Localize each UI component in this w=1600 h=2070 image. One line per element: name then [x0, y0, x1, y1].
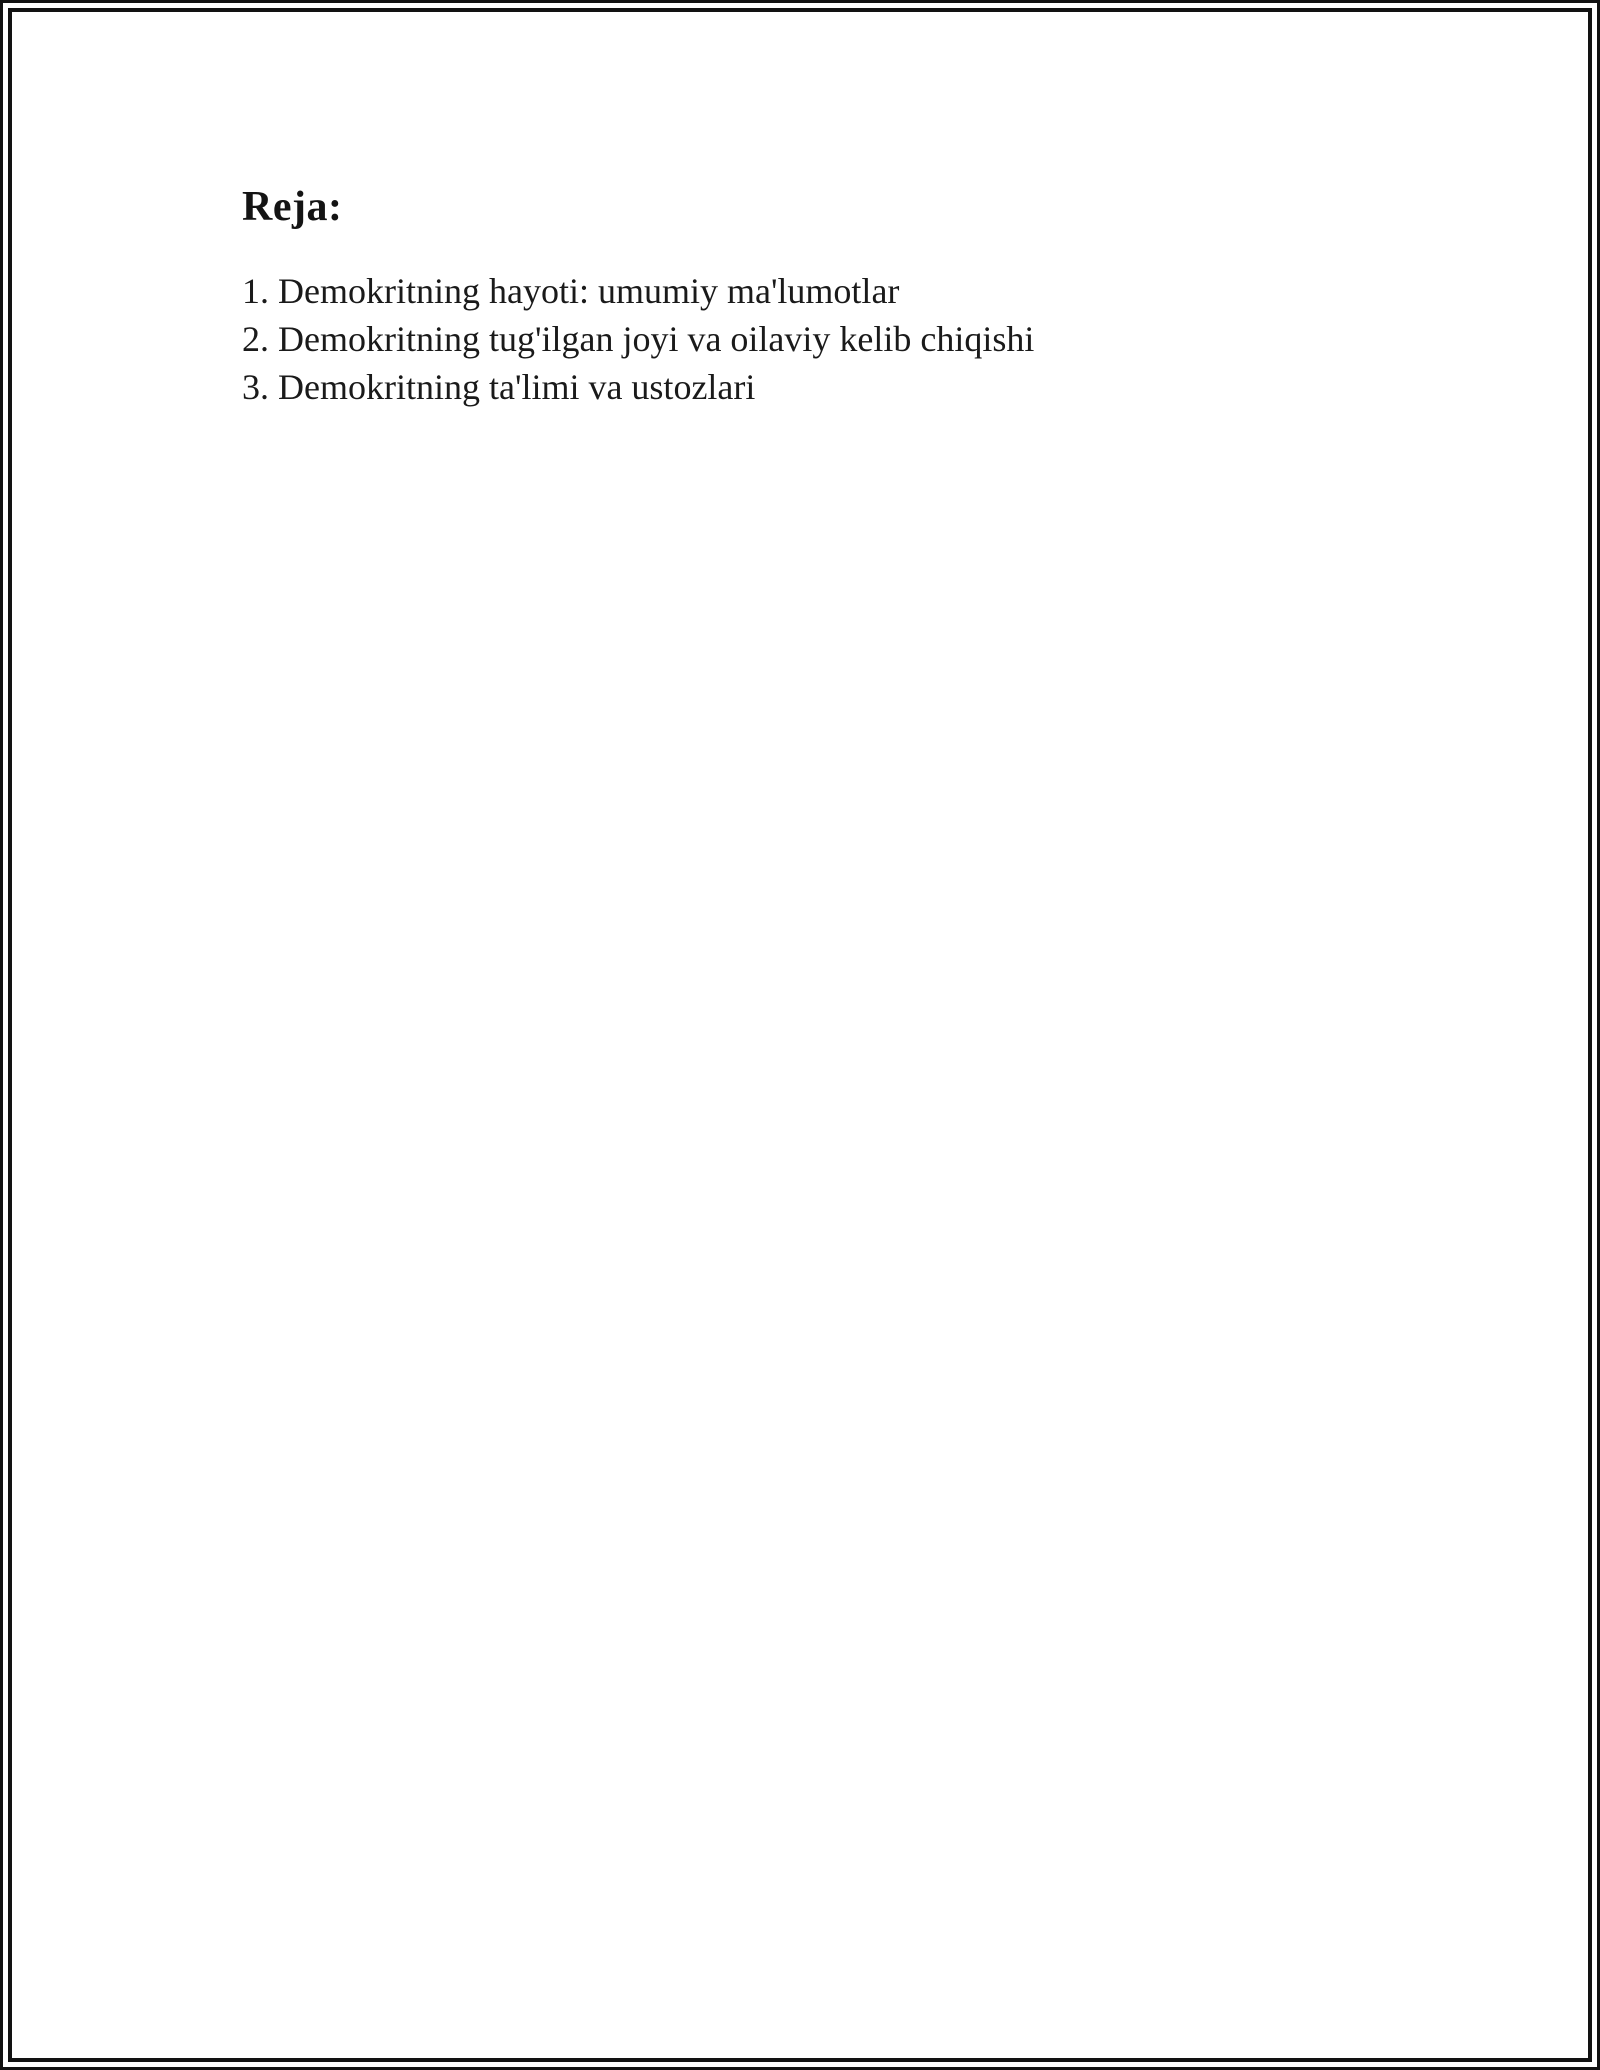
list-item-text: Demokritning ta'limi va ustozlari: [278, 367, 756, 407]
list-item-number: 1.: [242, 271, 269, 311]
list-item-number: 3.: [242, 367, 269, 407]
plan-heading: Reja:: [242, 184, 343, 230]
list-item: [242, 267, 1528, 315]
list-item-text: Demokritning hayoti: umumiy ma'lumotlar: [278, 271, 900, 311]
list-item: [242, 363, 1528, 411]
plan-list: [242, 267, 1528, 411]
page-content: [12, 12, 1588, 411]
page-border-frame: [8, 8, 1592, 2062]
list-item-number: 2.: [242, 319, 269, 359]
list-item: [242, 315, 1528, 363]
list-item-text: Demokritning tug'ilgan joyi va oilaviy kelib chiqishi: [278, 319, 1035, 359]
